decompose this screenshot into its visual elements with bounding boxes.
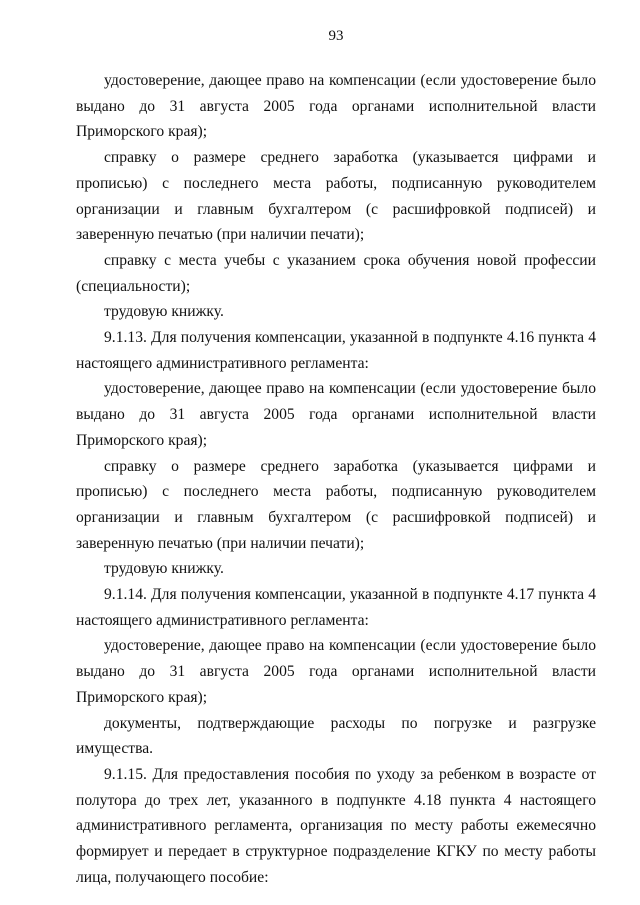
paragraph: справку с места учебы с указанием срока обучения новой профессии (специальности); — [76, 251, 596, 295]
paragraph: 9.1.13. Для получения компенсации, указанной в подпункте 4.16 пункта 4 настоящего административного регламента: — [76, 329, 596, 372]
paragraph: удостоверение, дающее право на компенсации (если удостоверение было выдано до 31 августа 2005 года органами исполнительной власти Приморского края); — [76, 637, 596, 706]
paragraph: 9.1.15. Для предоставления пособия по уходу за ребенком в возрасте от полутора до трех лет, указанного в подпункте 4.18 пункта 4 настоящего административного регламента, организация по месту работы ежемесячно формирует и передает в структурное подразделение КГКУ по месту работы лица, получающего пособие: — [76, 765, 596, 886]
paragraph: трудовую книжку. — [104, 303, 224, 321]
page-number: 93 — [328, 28, 344, 44]
paragraph: справку о размере среднего заработка (указывается цифрами и прописью) с последнего места работы, подписанную руководителем организации и главным бухгалтером (с расшифровкой подписей) и заверенную печатью (при наличии печати); — [76, 149, 596, 244]
document-body — [76, 68, 596, 891]
paragraph: документы, подтверждающие расходы по погрузке и разгрузке имущества. — [76, 714, 596, 758]
paragraph: трудовую книжку. — [104, 560, 224, 578]
paragraph: 9.1.14. Для получения компенсации, указанной в подпункте 4.17 пункта 4 настоящего административного регламента: — [76, 586, 596, 629]
paragraph: справку о размере среднего заработка (указывается цифрами и прописью) с последнего места работы, подписанную руководителем организации и главным бухгалтером (с расшифровкой подписей) и заверенную печатью (при наличии печати); — [76, 457, 596, 552]
paragraph: удостоверение, дающее право на компенсации (если удостоверение было выдано до 31 августа 2005 года органами исполнительной власти Приморского края); — [76, 380, 596, 449]
paragraph: удостоверение, дающее право на компенсации (если удостоверение было выдано до 31 августа 2005 года органами исполнительной власти Приморского края); — [76, 72, 596, 141]
